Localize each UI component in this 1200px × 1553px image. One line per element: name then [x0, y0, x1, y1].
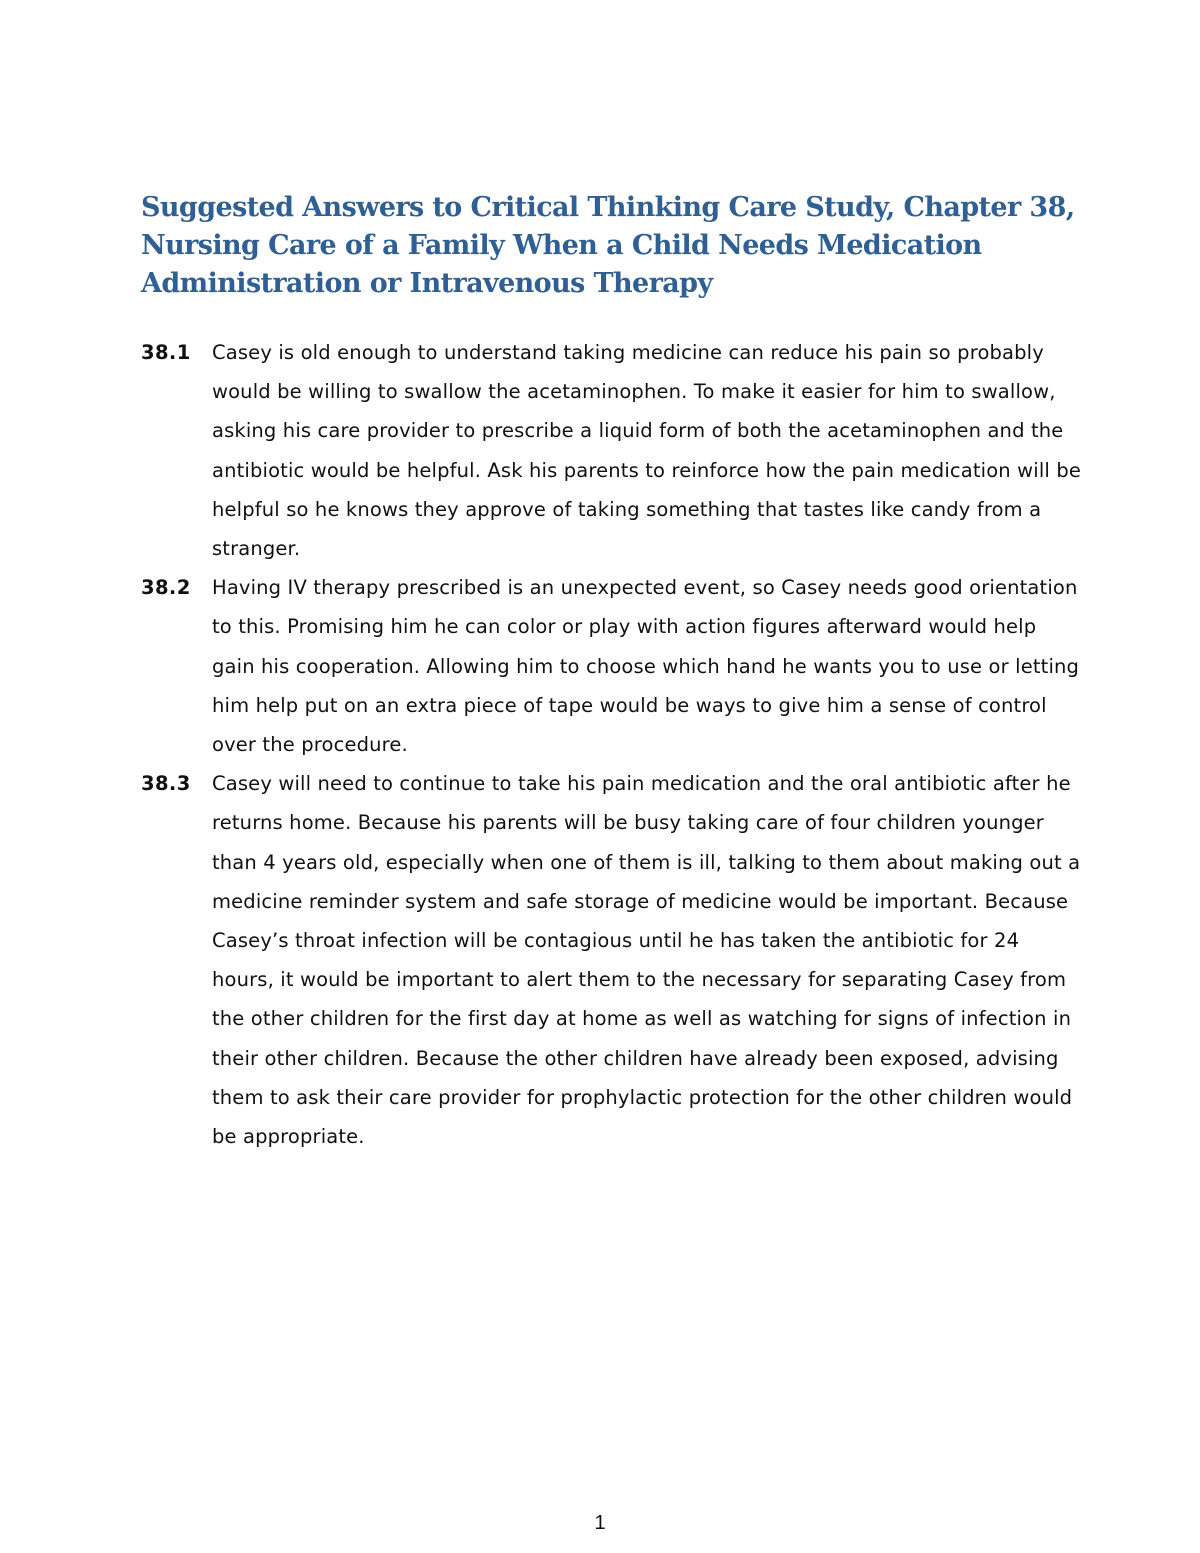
answer-text: Casey will need to continue to take his pain medication and the oral antibiotic after he returns home. Because his parents will be busy taking care of four children younger than 4 years old, especially when one of them is ill, talking to them about making out a medicine reminder system and safe storage of medicine would be important. Because Casey’s throat infection will be contagious until he has taken the antibiotic for 24 hours, it would be important to alert them to the necessary for separating Casey from the other children for the first day at home as well as watching for signs of infection in their other children. Because the other children have already been exposed, advising them to ask their care provider for prophylactic protection for the other children would be appropriate.	[212, 772, 1081, 1149]
answer-number: 38.3	[141, 772, 191, 796]
answers-list	[141, 333, 1081, 1156]
answer-text: Casey is old enough to understand taking medicine can reduce his pain so probably would be willing to swallow the acetaminophen. To make it easier for him to swallow, asking his care provider to prescribe a liquid form of both the acetaminophen and the antibiotic would be helpful. Ask his parents to reinforce how the pain medication will be helpful so he knows they approve of taking something that tastes like candy from a stranger.	[212, 341, 1081, 561]
answer-text: Having IV therapy prescribed is an unexpected event, so Casey needs good orientation to this. Promising him he can color or play with action figures afterward would help gain his cooperation. Allowing him to choose which hand he wants you to use or letting him help put on an extra piece of tape would be ways to give him a sense of control over the procedure.	[212, 576, 1080, 757]
page-number: 1	[594, 1512, 606, 1534]
answer-number: 38.1	[141, 341, 191, 364]
answer-item	[141, 764, 1081, 1156]
answer-number: 38.2	[141, 576, 191, 600]
answer-item	[141, 568, 1081, 764]
answer-item	[141, 333, 1081, 568]
document-title: Suggested Answers to Critical Thinking Care Study, Chapter 38, Nursing Care of a Family When a Child Needs Medication Administration or Intravenous Therapy	[141, 192, 1075, 299]
